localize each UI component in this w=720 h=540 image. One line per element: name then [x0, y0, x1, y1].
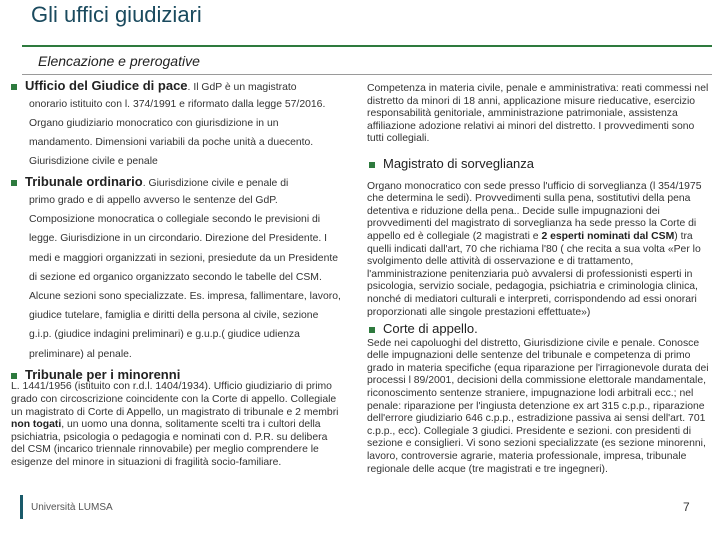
section-tribunale-minorenni	[9, 366, 343, 382]
giudice-pace-body: onorario istituito con l. 374/1991 e riformato dalla legge 57/2016. Organo giudiziario monocratico con giurisdizione in un mandamento. Dimensioni variabili da poche unità a duecento. Giurisdizione civile e penale	[29, 98, 326, 168]
corte-appello-lead: .	[474, 321, 478, 337]
minorenni-competenza: Competenza in materia civile, penale e amministrativa: reati commessi nel distretto da minori di 18 anni, applicazione misure rieducative, esercizio responsabilità genitoriale, amministrazione patrimoniale, assistenza affiliazione adozione relativi ai minori del distretto. I provvedimenti sono tutti collegiali.	[367, 83, 709, 145]
corte-appello-heading-line	[383, 323, 478, 338]
corte-appello-heading: Corte di appello	[383, 321, 475, 337]
tribunale-ordinario-lead: . Giurisdizione civile e penale di	[142, 178, 289, 190]
footer-university: Università LUMSA	[31, 502, 113, 513]
right-column	[367, 83, 709, 476]
section-giudice-pace	[9, 80, 343, 95]
tribunale-ordinario-heading: Tribunale ordinario	[25, 174, 143, 190]
slide-subtitle: Elencazione e prerogative	[38, 53, 200, 69]
bullet-square-icon	[11, 84, 17, 90]
section-tribunale-ordinario	[9, 176, 343, 191]
giudice-pace-lead: . Il GdP è un magistrato	[187, 82, 297, 93]
tribunale-minorenni-heading: Tribunale per i minorenni	[25, 366, 181, 382]
tribunale-ordinario-body: primo grado e di appello avverso le sentenze del GdP. Composizione monocratica o collegiale secondo le previsioni di legge. Giurisdizione in un circondario. Direzione del Presidente. I medi e maggiori organizzati in sezioni, presiedute da un Presidente di sezione ed organico organizzato secondo le tabelle del CSM. Alcune sezioni sono specializzate. Es. impresa, fallimentare, lavoro, giudice tutelare, famiglia e diritti della persona al civile, sezione g.i.p. (giudice indagini preliminari) e g.u.p.( giudice udienza preliminare) al penale.	[29, 195, 341, 360]
tribunale-minorenni-body-end: , un uomo una donna, solitamente scelti tra i cultori della psichiatria, psicologia o pedagogia e nominati con d. P.R. su delibera del CSM (incarico triennale rinnovabile) per meglio comprendere le esigenze del minore in situazioni di fragilità socio-familiare.	[11, 419, 328, 468]
sorveglianza-body-end: ) tra quelli indicati dall'art, 70 che richiama l'80 ( che recita a sua volta «Per lo svolgimento delle attività di osservazione e di trattamento, l'amministrazione penitenziaria può avvalersi di professionisti esperti in psicologia, servizio sociale, pedagogia, psichiatria e criminologia clinica, nonché di mediatori culturali e interpreti, corrispondendo ad essi onorari proporzionati alle singole prestazioni effettuate»)	[367, 230, 701, 318]
bullet-square-icon	[11, 373, 17, 379]
tribunale-minorenni-bold: non togati	[11, 419, 62, 431]
sorveglianza-body	[367, 181, 709, 320]
footer-accent-bar	[20, 495, 23, 519]
sorveglianza-heading: Magistrato di sorveglianza	[383, 155, 535, 171]
page-number: 7	[683, 500, 690, 514]
left-column	[9, 80, 343, 470]
title-divider	[22, 45, 712, 47]
subtitle-divider	[22, 74, 712, 75]
corte-appello-body: Sede nei capoluoghi del distretto, Giurisdizione civile e penale. Conosce delle impugnazioni delle sentenze del tribunale e competenza di primo grado in materia specifiche (equa riparazione per l'irragionevole durata dei processi l 89/2001, decisioni della commissione elettorale mandamentale, riconoscimento sentenze straniere, impugnazione lodi arbitrali ecc.; nel penale: riparazione per l'ingiusta detenzione ex art 315 c.p.p., riparazione dell'errore giudiziario 646 c.p.p., estradizione passiva ai sensi dell'art. 701 c.p.p., ecc). Collegiale 3 giudici. Presidente e sezioni. con presidenti di sezione e consiglieri. Vi sono sezioni specializzate (es sezione minorenni, lavoro, controversie agrarie, materia professionale, impresa, tribunale regionale delle acque (tre magistrati e tre ingegneri).	[367, 337, 709, 475]
sorveglianza-bold: 2 esperti nominati dal CSM	[541, 230, 675, 242]
bullet-square-icon	[369, 162, 375, 168]
bullet-square-icon	[11, 180, 17, 186]
giudice-pace-heading: Ufficio del Giudice di pace	[25, 78, 188, 93]
sorveglianza-body-start: Organo monocratico con sede presso l'ufficio di sorveglianza (l 354/1975 che determina le sedi). Provvedimenti sulla pena, sostitutivi della pena detentiva e riduzione della pena.. Decide sulle impugnazioni dei provvedimenti del magistrato di sorveglianza ha sede presso la Corte di appello ed è collegiale (2 magistrati e	[367, 180, 702, 242]
tribunale-ordinario-heading-line	[25, 176, 288, 191]
tribunale-minorenni-body	[9, 381, 343, 469]
slide-title: Gli uffici giudiziari	[31, 2, 202, 27]
giudice-pace-heading-line	[25, 80, 297, 95]
section-corte-appello	[367, 323, 709, 338]
bullet-square-icon	[369, 327, 375, 333]
tribunale-minorenni-body-start: L. 1441/1956 (istituito con r.d.l. 1404/1934). Ufficio giudiziario di primo grado con circoscrizione coincidente con la Corte di appello. Collegiale un magistrato di Corte di Appello, un magistrato di tribunale e 2 membri	[11, 381, 339, 418]
section-sorveglianza	[367, 155, 709, 171]
